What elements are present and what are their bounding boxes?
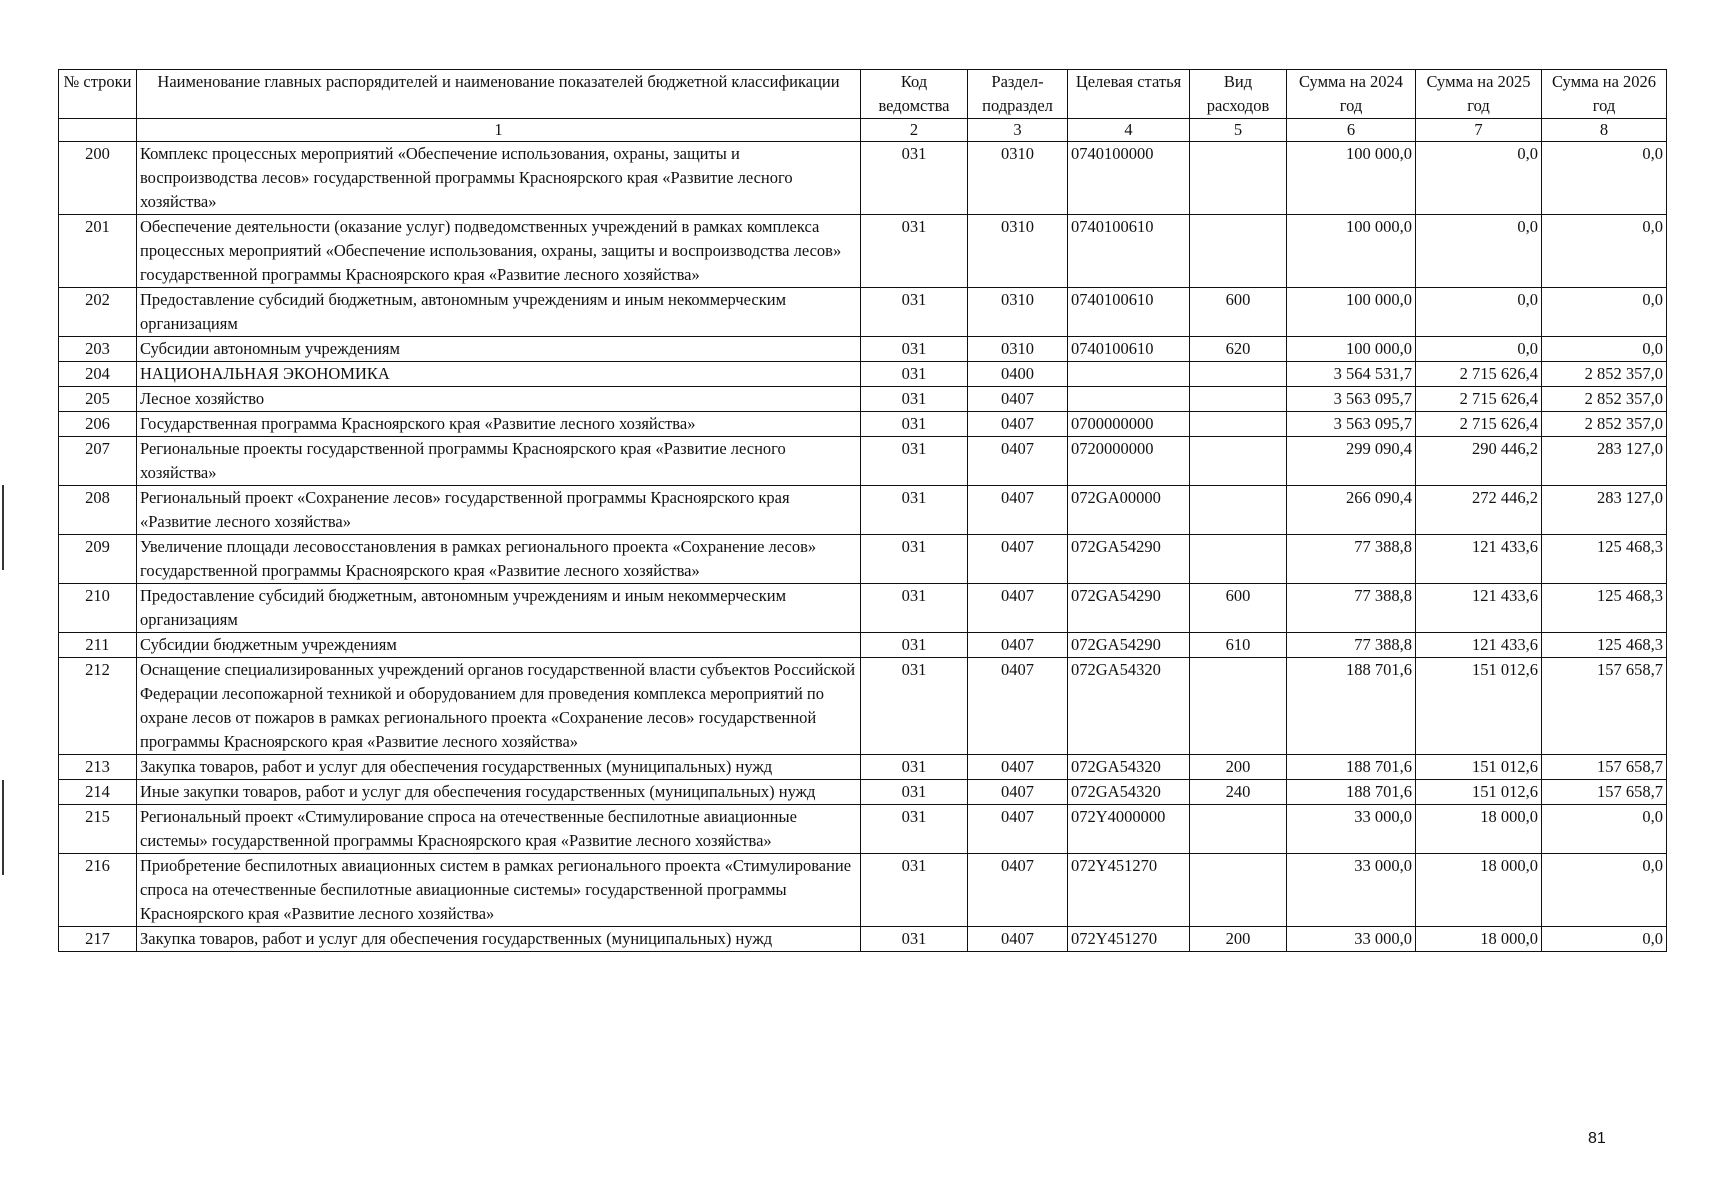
row-sum-2025: 18 000,0 xyxy=(1416,927,1542,952)
row-dept-code: 031 xyxy=(861,288,968,337)
table-row xyxy=(59,142,1667,215)
row-sum-2025: 18 000,0 xyxy=(1416,805,1542,854)
row-sum-2024: 33 000,0 xyxy=(1287,805,1416,854)
row-dept-code: 031 xyxy=(861,535,968,584)
header-sum-2026: Сумма на 2026 год xyxy=(1542,70,1667,119)
row-sum-2026: 125 468,3 xyxy=(1542,584,1667,633)
row-section: 0400 xyxy=(968,362,1068,387)
row-dept-code: 031 xyxy=(861,658,968,755)
table-row xyxy=(59,755,1667,780)
row-sum-2025: 2 715 626,4 xyxy=(1416,387,1542,412)
row-dept-code: 031 xyxy=(861,486,968,535)
row-sum-2026: 2 852 357,0 xyxy=(1542,387,1667,412)
table-row xyxy=(59,288,1667,337)
row-kind xyxy=(1190,658,1287,755)
row-target xyxy=(1068,362,1190,387)
row-sum-2024: 100 000,0 xyxy=(1287,142,1416,215)
row-sum-2026: 0,0 xyxy=(1542,142,1667,215)
row-kind: 610 xyxy=(1190,633,1287,658)
row-number: 211 xyxy=(59,633,137,658)
row-sum-2026: 157 658,7 xyxy=(1542,780,1667,805)
row-sum-2026: 0,0 xyxy=(1542,337,1667,362)
row-name: Закупка товаров, работ и услуг для обеспечения государственных (муниципальных) нужд xyxy=(137,755,861,780)
row-dept-code: 031 xyxy=(861,927,968,952)
row-kind xyxy=(1190,486,1287,535)
table-row xyxy=(59,805,1667,854)
header-sum-2024: Сумма на 2024 год xyxy=(1287,70,1416,119)
column-number xyxy=(59,119,137,142)
row-number: 203 xyxy=(59,337,137,362)
row-kind: 620 xyxy=(1190,337,1287,362)
row-name: Увеличение площади лесовосстановления в рамках регионального проекта «Сохранение лесов» государственной программы Красноярского края «Развитие лесного хозяйства» xyxy=(137,535,861,584)
row-sum-2025: 151 012,6 xyxy=(1416,755,1542,780)
row-section: 0310 xyxy=(968,142,1068,215)
row-number: 201 xyxy=(59,215,137,288)
row-section: 0407 xyxy=(968,755,1068,780)
row-name: НАЦИОНАЛЬНАЯ ЭКОНОМИКА xyxy=(137,362,861,387)
row-dept-code: 031 xyxy=(861,584,968,633)
table-row xyxy=(59,854,1667,927)
row-name: Государственная программа Красноярского края «Развитие лесного хозяйства» xyxy=(137,412,861,437)
row-sum-2025: 290 446,2 xyxy=(1416,437,1542,486)
table-body xyxy=(59,142,1667,952)
row-target: 0720000000 xyxy=(1068,437,1190,486)
row-target: 072Y4000000 xyxy=(1068,805,1190,854)
row-sum-2025: 18 000,0 xyxy=(1416,854,1542,927)
row-sum-2026: 125 468,3 xyxy=(1542,535,1667,584)
scan-edge-mark xyxy=(2,780,4,875)
row-name: Приобретение беспилотных авиационных систем в рамках регионального проекта «Стимулирование спроса на отечественные беспилотные авиационные системы» государственной программы Красноярского края «Развитие лесного хозяйства» xyxy=(137,854,861,927)
row-kind xyxy=(1190,412,1287,437)
row-sum-2026: 0,0 xyxy=(1542,854,1667,927)
row-section: 0407 xyxy=(968,854,1068,927)
row-kind: 600 xyxy=(1190,584,1287,633)
row-sum-2025: 151 012,6 xyxy=(1416,658,1542,755)
row-name: Оснащение специализированных учреждений органов государственной власти субъектов Российской Федерации лесопожарной техникой и оборудованием для проведения комплекса мероприятий по охране лесов от пожаров в рамках регионального проекта «Сохранение лесов» государственной программы Красноярского края «Развитие лесного хозяйства» xyxy=(137,658,861,755)
row-target: 072GA54320 xyxy=(1068,755,1190,780)
row-name: Региональный проект «Сохранение лесов» государственной программы Красноярского края «Развитие лесного хозяйства» xyxy=(137,486,861,535)
column-number-row xyxy=(59,119,1667,142)
row-number: 210 xyxy=(59,584,137,633)
table-row xyxy=(59,412,1667,437)
row-target: 072GA54290 xyxy=(1068,535,1190,584)
row-target: 072GA54290 xyxy=(1068,584,1190,633)
row-name: Субсидии бюджетным учреждениям xyxy=(137,633,861,658)
row-name: Закупка товаров, работ и услуг для обеспечения государственных (муниципальных) нужд xyxy=(137,927,861,952)
row-kind: 600 xyxy=(1190,288,1287,337)
row-target: 072GA54320 xyxy=(1068,780,1190,805)
table-row xyxy=(59,584,1667,633)
row-dept-code: 031 xyxy=(861,337,968,362)
row-target: 0740100610 xyxy=(1068,288,1190,337)
row-number: 215 xyxy=(59,805,137,854)
row-sum-2024: 77 388,8 xyxy=(1287,584,1416,633)
row-number: 213 xyxy=(59,755,137,780)
row-dept-code: 031 xyxy=(861,142,968,215)
row-sum-2024: 3 563 095,7 xyxy=(1287,412,1416,437)
row-sum-2025: 121 433,6 xyxy=(1416,535,1542,584)
row-name: Комплекс процессных мероприятий «Обеспечение использования, охраны, защиты и воспроизводства лесов» государственной программы Красноярского края «Развитие лесного хозяйства» xyxy=(137,142,861,215)
row-kind xyxy=(1190,535,1287,584)
row-name: Региональный проект «Стимулирование спроса на отечественные беспилотные авиационные системы» государственной программы Красноярского края «Развитие лесного хозяйства» xyxy=(137,805,861,854)
budget-sheet xyxy=(58,69,1666,952)
row-target: 0740100000 xyxy=(1068,142,1190,215)
row-sum-2025: 121 433,6 xyxy=(1416,633,1542,658)
row-kind xyxy=(1190,215,1287,288)
row-section: 0310 xyxy=(968,337,1068,362)
row-kind xyxy=(1190,362,1287,387)
column-number: 7 xyxy=(1416,119,1542,142)
header-row-no: № строки xyxy=(59,70,137,119)
row-sum-2024: 188 701,6 xyxy=(1287,755,1416,780)
row-target: 0700000000 xyxy=(1068,412,1190,437)
row-sum-2025: 2 715 626,4 xyxy=(1416,412,1542,437)
header-dept-code: Код ведомства xyxy=(861,70,968,119)
row-section: 0407 xyxy=(968,805,1068,854)
row-sum-2024: 100 000,0 xyxy=(1287,288,1416,337)
row-name: Лесное хозяйство xyxy=(137,387,861,412)
table-row xyxy=(59,362,1667,387)
row-sum-2025: 272 446,2 xyxy=(1416,486,1542,535)
row-sum-2025: 0,0 xyxy=(1416,337,1542,362)
row-number: 209 xyxy=(59,535,137,584)
row-name: Предоставление субсидий бюджетным, автономным учреждениям и иным некоммерческим организациям xyxy=(137,288,861,337)
table-row xyxy=(59,535,1667,584)
row-sum-2024: 77 388,8 xyxy=(1287,633,1416,658)
row-target: 072Y451270 xyxy=(1068,927,1190,952)
row-kind: 200 xyxy=(1190,927,1287,952)
row-section: 0310 xyxy=(968,288,1068,337)
row-kind xyxy=(1190,805,1287,854)
row-dept-code: 031 xyxy=(861,805,968,854)
scan-edge-mark xyxy=(2,485,4,570)
row-dept-code: 031 xyxy=(861,755,968,780)
column-number: 4 xyxy=(1068,119,1190,142)
table-row xyxy=(59,387,1667,412)
row-target: 072GA00000 xyxy=(1068,486,1190,535)
column-number: 1 xyxy=(137,119,861,142)
column-number: 6 xyxy=(1287,119,1416,142)
header-section: Раздел-подраздел xyxy=(968,70,1068,119)
table-row xyxy=(59,780,1667,805)
row-number: 212 xyxy=(59,658,137,755)
table-row xyxy=(59,437,1667,486)
row-sum-2025: 0,0 xyxy=(1416,288,1542,337)
row-sum-2024: 77 388,8 xyxy=(1287,535,1416,584)
row-number: 200 xyxy=(59,142,137,215)
row-kind: 240 xyxy=(1190,780,1287,805)
row-sum-2025: 2 715 626,4 xyxy=(1416,362,1542,387)
table-row xyxy=(59,337,1667,362)
row-target xyxy=(1068,387,1190,412)
column-number: 3 xyxy=(968,119,1068,142)
row-dept-code: 031 xyxy=(861,437,968,486)
row-sum-2024: 33 000,0 xyxy=(1287,854,1416,927)
row-dept-code: 031 xyxy=(861,412,968,437)
row-section: 0407 xyxy=(968,535,1068,584)
row-name: Субсидии автономным учреждениям xyxy=(137,337,861,362)
row-sum-2026: 283 127,0 xyxy=(1542,486,1667,535)
column-number: 2 xyxy=(861,119,968,142)
table-row xyxy=(59,633,1667,658)
row-name: Иные закупки товаров, работ и услуг для обеспечения государственных (муниципальных) нужд xyxy=(137,780,861,805)
row-number: 214 xyxy=(59,780,137,805)
row-number: 217 xyxy=(59,927,137,952)
row-sum-2024: 100 000,0 xyxy=(1287,215,1416,288)
row-sum-2024: 188 701,6 xyxy=(1287,658,1416,755)
row-name: Региональные проекты государственной программы Красноярского края «Развитие лесного хозяйства» xyxy=(137,437,861,486)
row-dept-code: 031 xyxy=(861,387,968,412)
page-number: 81 xyxy=(1588,1130,1606,1147)
row-number: 204 xyxy=(59,362,137,387)
row-section: 0407 xyxy=(968,486,1068,535)
header-kind: Вид расходов xyxy=(1190,70,1287,119)
column-number: 5 xyxy=(1190,119,1287,142)
row-sum-2026: 283 127,0 xyxy=(1542,437,1667,486)
row-number: 206 xyxy=(59,412,137,437)
row-sum-2024: 299 090,4 xyxy=(1287,437,1416,486)
row-sum-2026: 157 658,7 xyxy=(1542,658,1667,755)
row-kind xyxy=(1190,437,1287,486)
table-row xyxy=(59,658,1667,755)
row-sum-2026: 125 468,3 xyxy=(1542,633,1667,658)
row-sum-2024: 188 701,6 xyxy=(1287,780,1416,805)
row-kind xyxy=(1190,854,1287,927)
row-section: 0407 xyxy=(968,927,1068,952)
row-target: 072Y451270 xyxy=(1068,854,1190,927)
table-row xyxy=(59,927,1667,952)
row-sum-2026: 157 658,7 xyxy=(1542,755,1667,780)
header-name: Наименование главных распорядителей и наименование показателей бюджетной классификации xyxy=(137,70,861,119)
row-section: 0407 xyxy=(968,412,1068,437)
row-sum-2026: 2 852 357,0 xyxy=(1542,412,1667,437)
row-sum-2026: 0,0 xyxy=(1542,927,1667,952)
column-number: 8 xyxy=(1542,119,1667,142)
row-section: 0407 xyxy=(968,584,1068,633)
row-section: 0407 xyxy=(968,633,1068,658)
row-target: 0740100610 xyxy=(1068,337,1190,362)
row-number: 207 xyxy=(59,437,137,486)
row-dept-code: 031 xyxy=(861,854,968,927)
row-name: Предоставление субсидий бюджетным, автономным учреждениям и иным некоммерческим организациям xyxy=(137,584,861,633)
row-dept-code: 031 xyxy=(861,780,968,805)
row-number: 208 xyxy=(59,486,137,535)
row-section: 0310 xyxy=(968,215,1068,288)
row-target: 072GA54320 xyxy=(1068,658,1190,755)
table-row xyxy=(59,215,1667,288)
row-number: 216 xyxy=(59,854,137,927)
header-sum-2025: Сумма на 2025 год xyxy=(1416,70,1542,119)
row-sum-2024: 3 563 095,7 xyxy=(1287,387,1416,412)
row-dept-code: 031 xyxy=(861,215,968,288)
row-sum-2026: 0,0 xyxy=(1542,215,1667,288)
row-sum-2024: 3 564 531,7 xyxy=(1287,362,1416,387)
row-kind: 200 xyxy=(1190,755,1287,780)
row-sum-2025: 0,0 xyxy=(1416,142,1542,215)
row-dept-code: 031 xyxy=(861,633,968,658)
row-sum-2024: 100 000,0 xyxy=(1287,337,1416,362)
row-number: 205 xyxy=(59,387,137,412)
row-sum-2026: 2 852 357,0 xyxy=(1542,362,1667,387)
row-section: 0407 xyxy=(968,658,1068,755)
row-sum-2026: 0,0 xyxy=(1542,288,1667,337)
row-section: 0407 xyxy=(968,780,1068,805)
row-name: Обеспечение деятельности (оказание услуг) подведомственных учреждений в рамках комплекса процессных мероприятий «Обеспечение использования, охраны, защиты и воспроизводства лесов» государственной программы Красноярского края «Развитие лесного хозяйства» xyxy=(137,215,861,288)
row-sum-2024: 33 000,0 xyxy=(1287,927,1416,952)
row-kind xyxy=(1190,387,1287,412)
row-sum-2025: 0,0 xyxy=(1416,215,1542,288)
row-section: 0407 xyxy=(968,387,1068,412)
row-kind xyxy=(1190,142,1287,215)
budget-table xyxy=(58,69,1667,952)
row-sum-2024: 266 090,4 xyxy=(1287,486,1416,535)
row-dept-code: 031 xyxy=(861,362,968,387)
row-section: 0407 xyxy=(968,437,1068,486)
table-row xyxy=(59,486,1667,535)
row-sum-2026: 0,0 xyxy=(1542,805,1667,854)
row-sum-2025: 151 012,6 xyxy=(1416,780,1542,805)
header-target: Целевая статья xyxy=(1068,70,1190,119)
row-sum-2025: 121 433,6 xyxy=(1416,584,1542,633)
row-target: 072GA54290 xyxy=(1068,633,1190,658)
row-number: 202 xyxy=(59,288,137,337)
row-target: 0740100610 xyxy=(1068,215,1190,288)
